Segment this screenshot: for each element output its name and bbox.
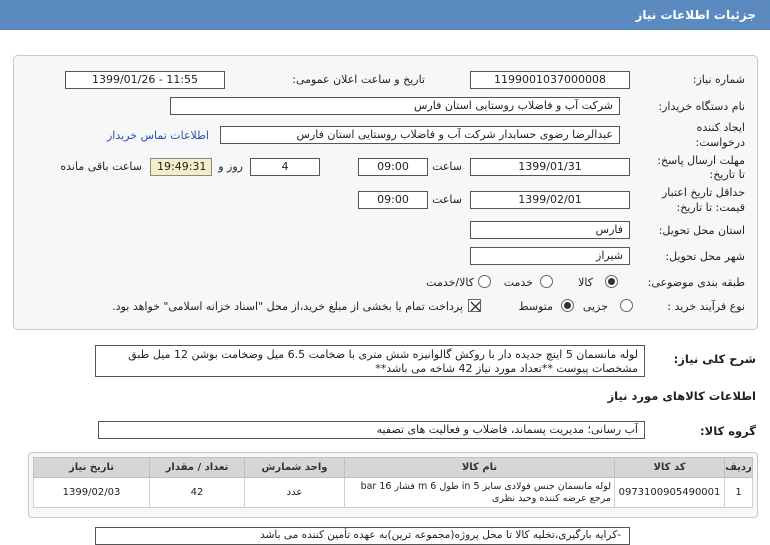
category-goods-service-label: کالا/خدمت bbox=[426, 276, 474, 289]
treasury-payment-label: پرداخت تمام یا بخشی از مبلغ خرید،از محل "اسناد خزانه اسلامی" خواهد بود. bbox=[112, 300, 463, 313]
goods-group-field: آب رسانی؛ مدیریت پسماند، فاضلاب و فعالیت های تصفیه bbox=[98, 421, 645, 439]
goods-group-label: گروه کالا: bbox=[700, 424, 756, 438]
buyer-label: نام دستگاه خریدار: bbox=[658, 100, 745, 113]
validity-time-field: 09:00 bbox=[358, 191, 428, 209]
validity-time-label: ساعت bbox=[432, 193, 462, 206]
col-name: نام کالا bbox=[345, 458, 615, 478]
remaining-time-field: 19:49:31 bbox=[150, 158, 212, 176]
category-goods-label: کالا bbox=[578, 276, 593, 289]
remaining-time-label: ساعت باقی مانده bbox=[60, 160, 142, 173]
deadline-date-field: 1399/01/31 bbox=[470, 158, 630, 176]
creator-label-2: درخواست: bbox=[695, 136, 745, 149]
cell-name-line2: مرجع عرضه کننده وحید نظری bbox=[491, 492, 611, 504]
description-box: لوله مانسمان 5 اینچ جدیده دار با روکش گالوانیزه شش متری با ضخامت 6.5 میل وضخامت بوشن 12 میل طبق مشخصات پیوست **تعداد مورد نیاز 42 شاخه می باشد** bbox=[95, 345, 645, 377]
category-service-radio[interactable] bbox=[540, 275, 553, 288]
category-goods-radio[interactable] bbox=[605, 275, 618, 288]
deadline-time-label: ساعت bbox=[432, 160, 462, 173]
validity-label-1: حداقل تاریخ اعتبار bbox=[661, 186, 745, 199]
creator-field: عبدالرضا رضوی حسابدار شرکت آب و فاضلاب روستایی استان فارس bbox=[220, 126, 620, 144]
city-label: شهر محل تحویل: bbox=[665, 250, 745, 263]
col-qty: تعداد / مقدار bbox=[150, 458, 245, 478]
need-number-field: 1199001037000008 bbox=[470, 71, 630, 89]
category-service-label: خدمت bbox=[503, 276, 533, 289]
cross-mark-icon bbox=[469, 300, 482, 313]
cell-date: 1399/02/03 bbox=[34, 478, 150, 508]
remaining-days-field: 4 bbox=[250, 158, 320, 176]
creator-label-1: ایجاد کننده bbox=[696, 121, 745, 134]
page-header bbox=[0, 0, 770, 30]
announce-date-field: 1399/01/26 - 11:55 bbox=[65, 71, 225, 89]
goods-table bbox=[33, 457, 753, 508]
col-row: ردیف bbox=[725, 458, 753, 478]
cell-row: 1 bbox=[725, 478, 753, 508]
cell-unit: عدد bbox=[245, 478, 345, 508]
province-label: استان محل تحویل: bbox=[658, 224, 745, 237]
process-minor-radio[interactable] bbox=[620, 299, 633, 312]
cell-code: 0973100905490001 bbox=[615, 478, 725, 508]
goods-section-label: اطلاعات کالاهای مورد نیاز bbox=[607, 389, 756, 403]
province-field: فارس bbox=[470, 221, 630, 239]
deadline-time-field: 09:00 bbox=[358, 158, 428, 176]
cell-name bbox=[345, 478, 615, 508]
need-number-label: شماره نیاز: bbox=[692, 73, 745, 86]
city-field: شیراز bbox=[470, 247, 630, 265]
goods-table-header bbox=[34, 458, 753, 478]
cell-qty: 42 bbox=[150, 478, 245, 508]
process-label: نوع فرآیند خرید : bbox=[667, 300, 745, 313]
announce-date-label: تاریخ و ساعت اعلان عمومی: bbox=[292, 73, 425, 86]
page-title: جزئیات اطلاعات نیاز bbox=[635, 8, 756, 22]
table-row[interactable] bbox=[34, 478, 753, 508]
goods-table-container bbox=[28, 452, 758, 518]
description-label: شرح کلی نیاز: bbox=[673, 352, 756, 366]
col-unit: واحد شمارش bbox=[245, 458, 345, 478]
deadline-label-1: مهلت ارسال پاسخ: bbox=[657, 154, 745, 167]
buyer-contact-link[interactable]: اطلاعات تماس خریدار bbox=[107, 129, 209, 142]
treasury-payment-checkbox[interactable] bbox=[468, 299, 481, 312]
process-medium-label: متوسط bbox=[518, 300, 553, 313]
col-date: تاریخ نیاز bbox=[34, 458, 150, 478]
validity-date-field: 1399/02/01 bbox=[470, 191, 630, 209]
category-goods-service-radio[interactable] bbox=[478, 275, 491, 288]
buyer-field: شرکت آب و فاضلاب روستایی استان فارس bbox=[170, 97, 620, 115]
buyer-notes-box: -کرایه بارگیری،تخلیه کالا تا محل پروژه(مجموعه ترین)به عهده تأمین کننده می باشد bbox=[95, 527, 630, 545]
process-minor-label: جزیی bbox=[582, 300, 608, 313]
validity-label-2: قیمت: تا تاریخ: bbox=[676, 201, 745, 214]
cell-name-line1: لوله مانسمان جنس فولادی سایز 5 in طول 6 m فشار 16 bar bbox=[360, 480, 611, 492]
category-label: طبقه بندی موضوعی: bbox=[647, 276, 745, 289]
process-medium-radio[interactable] bbox=[561, 299, 574, 312]
col-code: کد کالا bbox=[615, 458, 725, 478]
deadline-label-2: تا تاریخ: bbox=[709, 168, 745, 181]
days-label: روز و bbox=[218, 160, 243, 173]
